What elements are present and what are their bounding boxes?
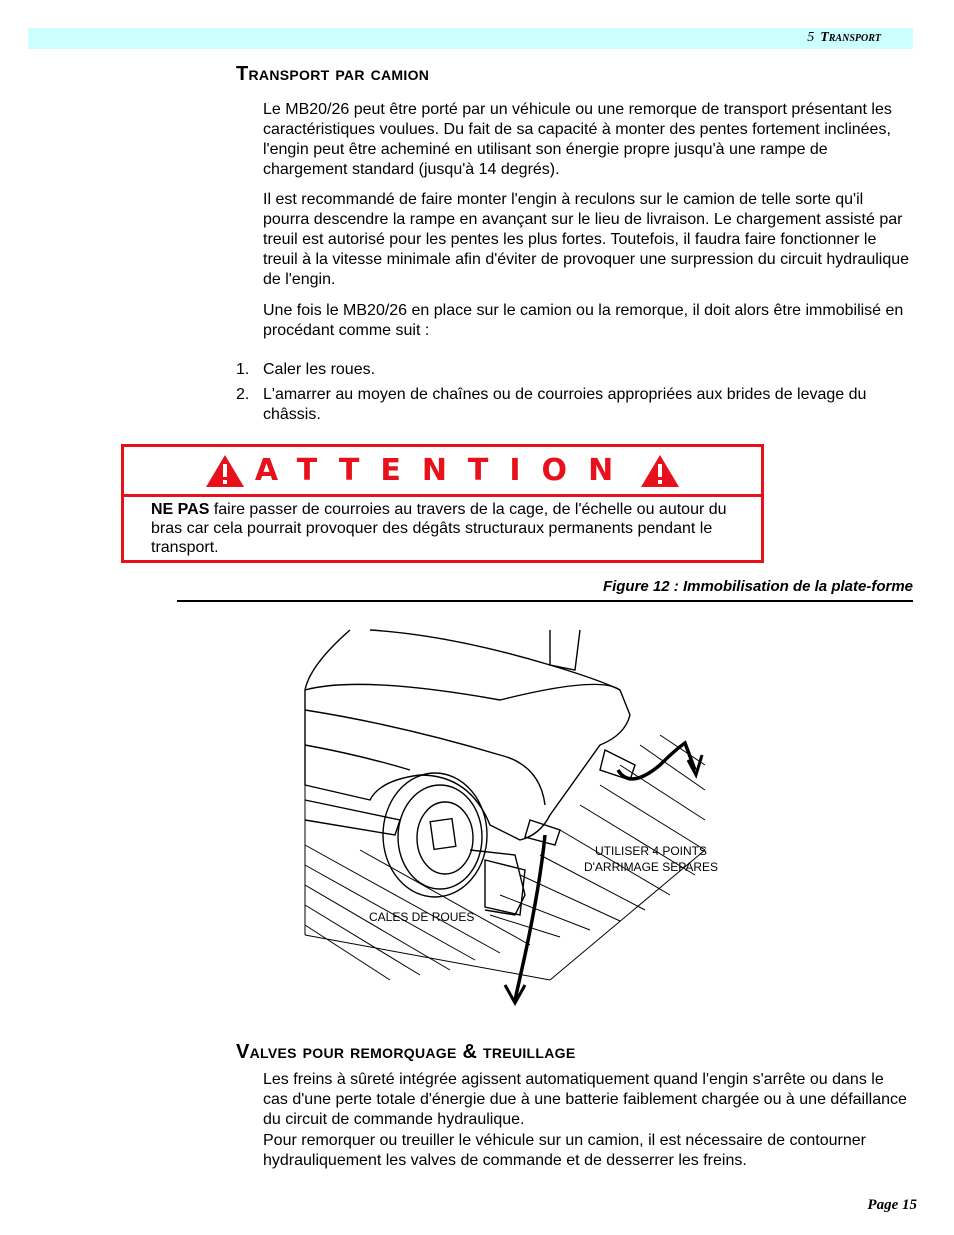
- attention-title: ATTENTION: [254, 453, 635, 488]
- chapter-header-bar: [28, 28, 913, 49]
- list-item: [236, 360, 916, 380]
- tie-down-chain: [618, 743, 695, 779]
- section-title-valves: Valves pour remorquage & treuillage: [236, 1041, 576, 1063]
- figure-label-chocks: CALES DE ROUES: [369, 910, 475, 924]
- warning-triangle-icon: [205, 454, 245, 488]
- page-number: Page 15: [867, 1197, 917, 1213]
- paragraph: Les freins à sûreté intégrée agissent automatiquement quand l'engin s'arrête ou dans le cas d'une perte totale d'énergie due à une batterie faiblement chargée ou à une défaillance du circuit de commande hydraulique.: [263, 1071, 907, 1128]
- figure-label-tiedown-2: D'ARRIMAGE SEPARES: [583, 860, 719, 874]
- paragraph: Pour remorquer ou treuiller le véhicule sur un camion, il est nécessaire de contourner hydrauliquement les valves de commande et de desserrer les freins.: [263, 1132, 866, 1169]
- tie-down-illustration: [300, 625, 730, 1010]
- attention-header: [124, 447, 761, 497]
- procedure-list: [236, 360, 916, 430]
- list-text: L'amarrer au moyen de chaînes ou de courroies appropriées aux brides de levage du châssis.: [263, 386, 867, 423]
- paragraph: Le MB20/26 peut être porté par un véhicule ou une remorque de transport présentant les caractéristiques voulues. Du fait de sa capacité à monter des pentes fortement inclinées, l'engin peut être acheminé en utilisant son énergie propre jusqu'à une rampe de chargement standard (jusqu'à 14 degrés).: [263, 101, 892, 178]
- chapter-header: [807, 30, 881, 46]
- attention-strong: NE PAS: [151, 501, 210, 518]
- attention-text: [124, 497, 761, 557]
- figure-caption: Figure 12 : Immobilisation de la plate-forme: [602, 578, 913, 595]
- caption-rule: [177, 600, 913, 602]
- list-item: [236, 385, 916, 425]
- wheel: [383, 773, 487, 897]
- paragraph: Une fois le MB20/26 en place sur le camion ou la remorque, il doit alors être immobilisé en procédant comme suit :: [263, 302, 904, 339]
- attention-box: [121, 444, 764, 563]
- paragraph: Il est recommandé de faire monter l'engin à reculons sur le camion de telle sorte qu'il pourra descendre la rampe en avançant sur le lieu de livraison. Le chargement assisté par treuil est autorisé pour les pentes les plus fortes. Toutefois, il faudra faire fonctionner le treuil à la vitesse minimale afin d'éviter de provoquer une surpression du circuit hydraulique de l'engin.: [263, 191, 910, 288]
- section-title-transport: Transport par camion: [236, 63, 430, 85]
- list-number: 2.: [236, 386, 250, 403]
- warning-triangle-icon: [640, 454, 680, 488]
- list-number: 1.: [236, 361, 250, 378]
- chapter-number: 5: [807, 30, 815, 45]
- tie-down-chain: [515, 835, 545, 1000]
- attention-message: faire passer de courroies au travers de la cage, de l'échelle ou autour du bras car cela pourrait provoquer des dégâts structuraux permanents pendant le transport.: [151, 501, 727, 556]
- chapter-title: Transport: [820, 30, 881, 45]
- list-text: Caler les roues.: [263, 361, 376, 378]
- figure-label-tiedown-1: UTILISER 4 POINTS: [594, 844, 708, 858]
